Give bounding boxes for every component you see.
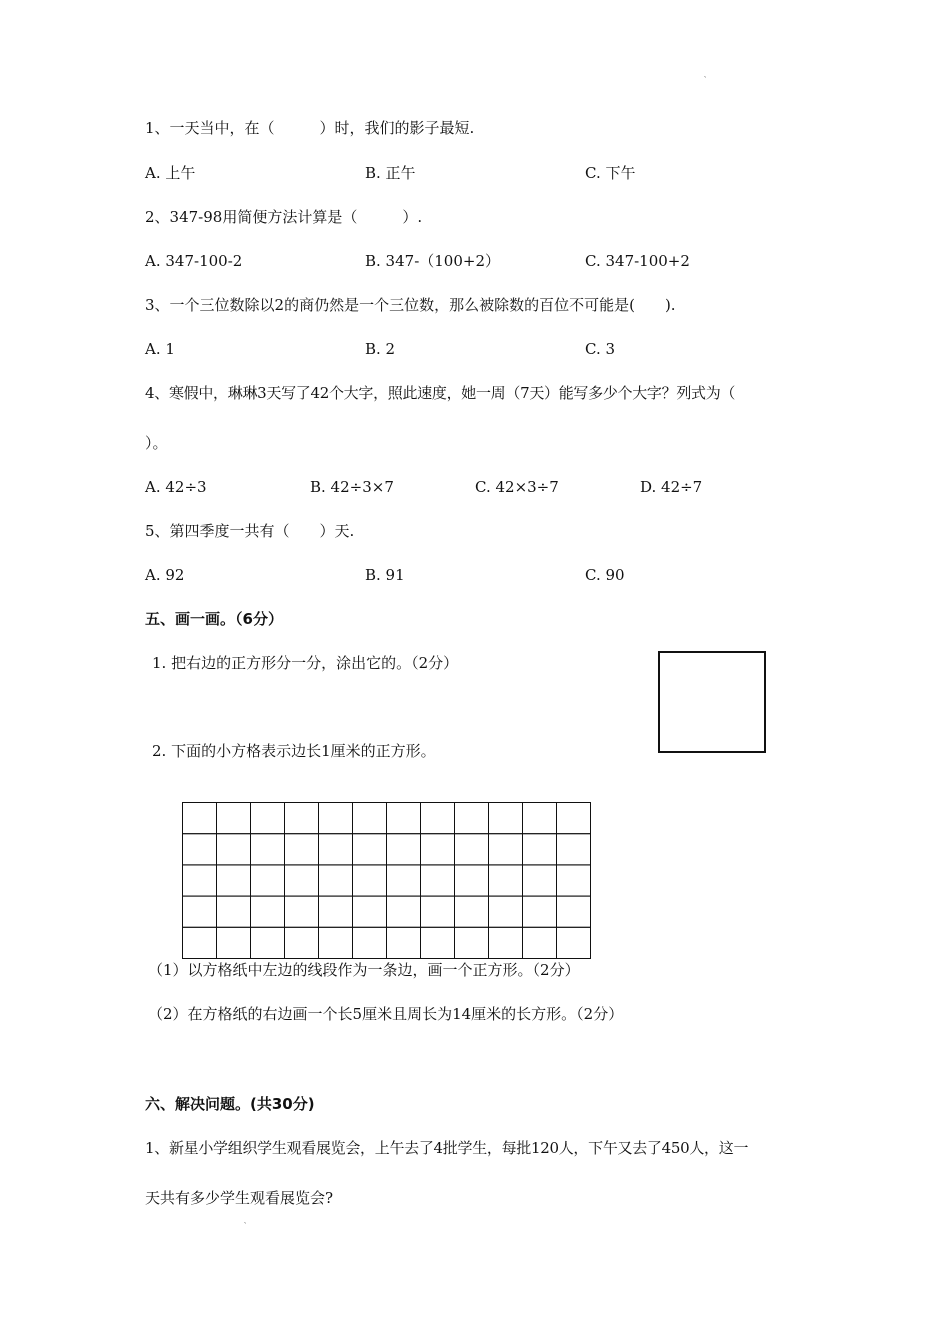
question-4-stem-line-1: 4、寒假中，琳琳3天写了42个大字，照此速度，她一周（7天）能写多少个大字？列式为（ [145, 384, 736, 402]
grid-cell [217, 803, 251, 834]
grid-cell [183, 865, 217, 896]
question-5-stem: 5、第四季度一共有（ ）天. [145, 522, 355, 540]
question-4-option-d: D. 42÷7 [640, 478, 703, 496]
grid-cell [489, 834, 523, 865]
grid-cell [523, 865, 557, 896]
question-5-option-b: B. 91 [365, 566, 405, 584]
grid-cell [523, 927, 557, 958]
grid-cell [285, 834, 319, 865]
question-4-stem-line-2: ）。 [145, 434, 168, 452]
question-5-option-a: A. 92 [145, 566, 185, 584]
grid-cell [523, 834, 557, 865]
grid-cell [217, 927, 251, 958]
section-5-heading: 五、画一画。（6分） [145, 610, 283, 628]
grid-cell [251, 896, 285, 927]
grid-cell [217, 865, 251, 896]
grid-cell [183, 927, 217, 958]
page-mark-top: ‵ [704, 76, 707, 86]
question-4-option-a: A. 42÷3 [145, 478, 207, 496]
grid-cell [353, 927, 387, 958]
grid-cell [183, 834, 217, 865]
section-5-item-1: 1. 把右边的正方形分一分，涂出它的。（2分） [152, 654, 459, 672]
question-2-option-b: B. 347-（100+2） [365, 252, 501, 270]
grid-cell [251, 927, 285, 958]
grid-cell [285, 927, 319, 958]
grid-cell [557, 803, 591, 834]
page-mark-bottom: ‵ [244, 1222, 247, 1232]
grid-cell [183, 803, 217, 834]
grid-cell [387, 834, 421, 865]
grid-cell [557, 865, 591, 896]
grid-cell [353, 803, 387, 834]
grid-cell [217, 834, 251, 865]
grid-cell [489, 896, 523, 927]
grid-cell [455, 865, 489, 896]
grid-cell [421, 834, 455, 865]
question-1-option-a: A. 上午 [145, 164, 196, 182]
grid-cell [319, 896, 353, 927]
grid-cell [285, 896, 319, 927]
grid-cell [557, 927, 591, 958]
section-6-question-1-line-2: 天共有多少学生观看展览会? [145, 1189, 334, 1207]
grid-cell [455, 834, 489, 865]
question-3-option-b: B. 2 [365, 340, 396, 358]
question-2-option-c: C. 347-100+2 [585, 252, 690, 270]
grid-cell [489, 803, 523, 834]
section-5-sub-1: （1）以方格纸中左边的线段作为一条边，画一个正方形。（2分） [148, 961, 580, 979]
grid-cell [455, 803, 489, 834]
grid-cell [251, 865, 285, 896]
question-2-option-a: A. 347-100-2 [145, 252, 243, 270]
section-6-question-1-line-1: 1、新星小学组织学生观看展览会，上午去了4批学生，每批120人，下午又去了450人，这一 [145, 1139, 749, 1157]
grid-cell [421, 927, 455, 958]
grid-cell [489, 927, 523, 958]
grid-cell [285, 803, 319, 834]
question-4-option-c: C. 42×3÷7 [475, 478, 559, 496]
grid-cell [387, 896, 421, 927]
grid-cell [557, 834, 591, 865]
grid-cell [489, 865, 523, 896]
question-1-option-b: B. 正午 [365, 164, 416, 182]
question-4-option-b: B. 42÷3×7 [310, 478, 394, 496]
question-3-option-c: C. 3 [585, 340, 616, 358]
grid-cell [387, 865, 421, 896]
grid-cell [285, 865, 319, 896]
square-grid [182, 802, 591, 960]
section-6-heading: 六、解决问题。(共30分) [145, 1095, 315, 1113]
section-5-sub-2: （2）在方格纸的右边画一个长5厘米且周长为14厘米的长方形。（2分） [148, 1005, 624, 1023]
grid-cell [421, 803, 455, 834]
grid-cell [319, 927, 353, 958]
grid-cell [557, 896, 591, 927]
grid-cell [387, 927, 421, 958]
question-1-option-c: C. 下午 [585, 164, 636, 182]
drawing-square [658, 651, 766, 753]
grid-cell [319, 865, 353, 896]
grid-cell [455, 927, 489, 958]
grid-cell [251, 834, 285, 865]
grid-cell [455, 896, 489, 927]
grid-cell [183, 896, 217, 927]
grid-cell [353, 834, 387, 865]
question-3-stem: 3、一个三位数除以2的商仍然是一个三位数，那么被除数的百位不可能是( ). [145, 296, 676, 314]
grid-cell [421, 865, 455, 896]
question-1-stem: 1、一天当中，在（ ）时，我们的影子最短. [145, 119, 475, 137]
question-5-option-c: C. 90 [585, 566, 625, 584]
question-3-option-a: A. 1 [145, 340, 175, 358]
question-2-stem: 2、347-98用简便方法计算是（ ）. [145, 208, 423, 226]
grid-cell [217, 896, 251, 927]
grid-cell [319, 834, 353, 865]
section-5-item-2: 2. 下面的小方格表示边长1厘米的正方形。 [152, 742, 436, 760]
grid-cell [523, 803, 557, 834]
grid-cell [353, 865, 387, 896]
grid-cell [251, 803, 285, 834]
grid-cell [353, 896, 387, 927]
grid-cell [387, 803, 421, 834]
grid-cell [319, 803, 353, 834]
grid-cell [421, 896, 455, 927]
grid-cell [523, 896, 557, 927]
